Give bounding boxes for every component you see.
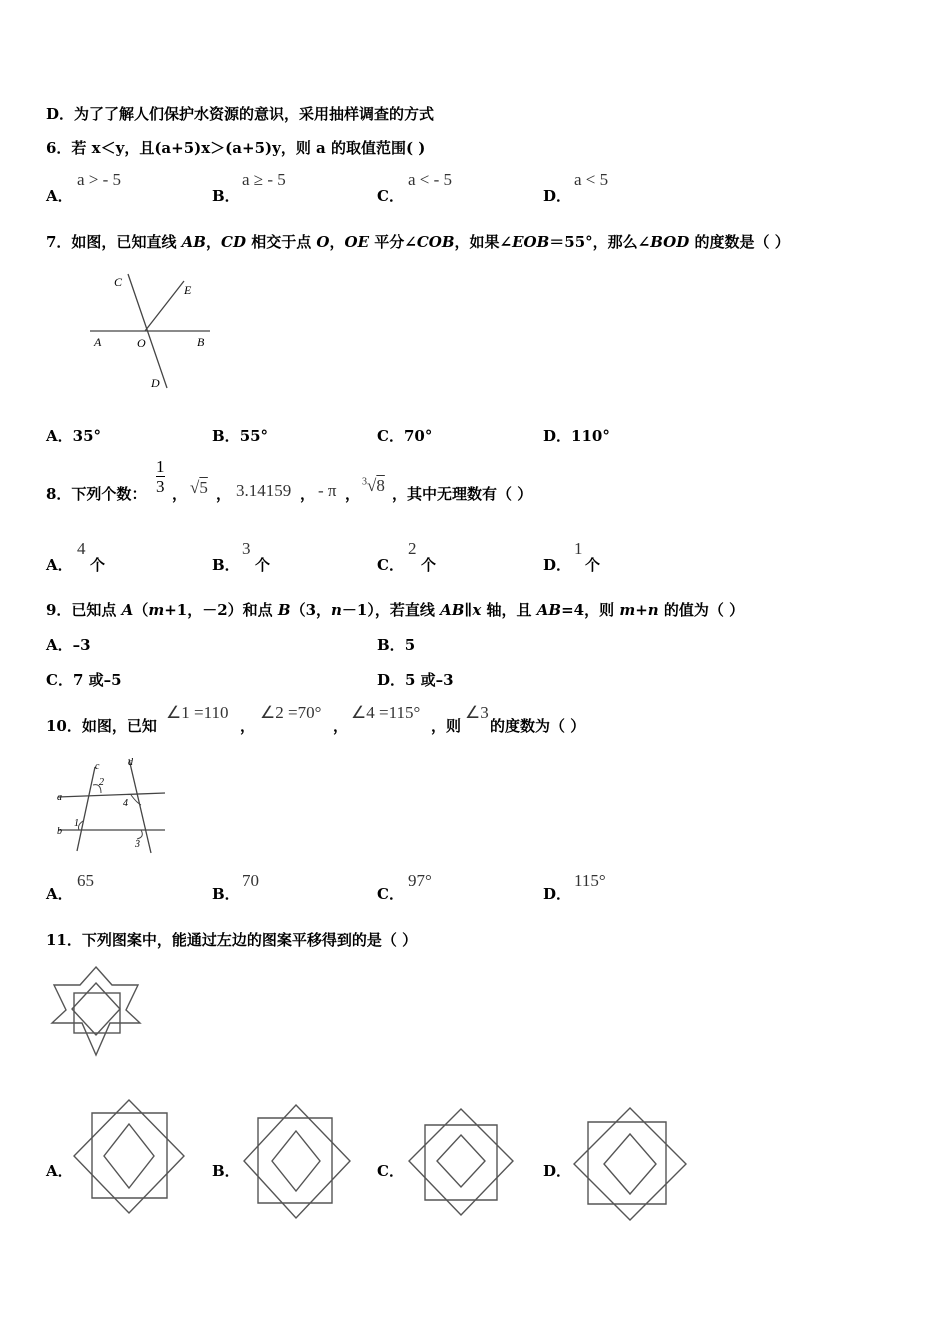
q6-option-c-value: a < - 5 <box>408 170 453 189</box>
q8-stem-prefix: 8．下列个数： <box>46 485 147 503</box>
q10-angle1: ∠1 =110 <box>166 703 229 722</box>
q9-option-b: B．5 <box>377 636 416 654</box>
q11-option-a-label: A． <box>46 1162 73 1180</box>
q9-option-d: D．5 或–3 <box>377 671 454 689</box>
label-b: B <box>197 335 205 349</box>
q10-sep-2: ， <box>333 717 349 735</box>
q8-sep-1: ， <box>172 485 188 503</box>
q8-option-d-label: D． <box>543 556 572 574</box>
angle4-arc <box>131 795 141 805</box>
q8-sep-3: ， <box>300 485 316 503</box>
label-4: 4 <box>123 798 128 809</box>
q7-option-a: A．35° <box>46 427 102 445</box>
label-a: a <box>57 792 62 803</box>
angle3-arc <box>137 830 142 839</box>
q9-option-a: A．–3 <box>46 636 91 654</box>
label-d: D <box>151 376 160 390</box>
q7-option-b: B．55° <box>212 427 269 445</box>
q11-option-d-pattern <box>570 1106 690 1226</box>
q11-option-b-label: B． <box>212 1162 240 1180</box>
q10-option-b-value: 70 <box>242 871 259 890</box>
label-c: c <box>95 761 100 772</box>
q10-option-c-value: 97° <box>408 871 432 890</box>
q10-option-d-value: 115° <box>574 871 606 890</box>
q6-option-d-label: D． <box>543 187 572 205</box>
q10-sep-1: ， <box>240 717 256 735</box>
label-d: d <box>128 757 133 768</box>
q6-option-c-label: C． <box>377 187 404 205</box>
q6-option-a-value: a > - 5 <box>77 170 122 189</box>
q5-option-d: D．为了了解人们保护水资源的意识，采用抽样调查的方式 <box>46 105 435 123</box>
q8-option-c-value: 2 <box>408 539 417 558</box>
q8-cbrt8: $^3$√8 <box>362 476 385 495</box>
q9-stem: 9．已知点 A（m+1，－2）和点 B（3，n－1），若直线 AB∥x 轴，且 AB=4，则 m+n 的值为（ ） <box>46 601 745 619</box>
q11-option-d-label: D． <box>543 1162 572 1180</box>
label-e: E <box>184 283 192 297</box>
q10-option-c-label: C． <box>377 885 404 903</box>
q6-option-a-label: A． <box>46 187 73 205</box>
q11-option-a-pattern <box>72 1098 187 1218</box>
label-o: O <box>137 336 146 350</box>
label-b: b <box>57 826 62 837</box>
q10-figure <box>55 755 170 860</box>
q7-option-d: D．110° <box>543 427 610 445</box>
label-a: A <box>94 335 102 349</box>
q8-option-a-value: 4 <box>77 539 86 558</box>
q8-option-b-label: B． <box>212 556 240 574</box>
q6-option-b-value: a ≥ - 5 <box>242 170 286 189</box>
q8-option-b-unit: 个 <box>255 556 271 574</box>
q8-neg-pi: - π <box>318 481 337 500</box>
q8-fraction: $\frac{1}{3}$ <box>156 457 165 496</box>
line-a <box>58 793 165 797</box>
q11-option-c-pattern <box>405 1105 520 1225</box>
q8-option-a-unit: 个 <box>90 556 106 574</box>
label-c: C <box>114 275 123 289</box>
label-3: 3 <box>135 839 140 850</box>
q6-stem: 6．若 x＜y，且(a+5)x＞(a+5)y，则 a 的取值范围( ) <box>46 139 426 157</box>
q7-option-c: C．70° <box>377 427 433 445</box>
q8-option-c-label: C． <box>377 556 404 574</box>
q7-stem: 7．如图，已知直线 AB，CD 相交于点 O，OE 平分∠COB，如果∠EOB＝55°，那么∠BOD 的度数是（ ） <box>46 233 790 251</box>
label-2: 2 <box>99 777 104 788</box>
line-c <box>77 767 95 851</box>
q10-angle3: ∠3 <box>465 703 489 722</box>
q10-option-a-label: A． <box>46 885 73 903</box>
q7-figure <box>86 262 216 397</box>
line-d <box>129 759 151 853</box>
q6-option-d-value: a < 5 <box>574 170 609 189</box>
q8-decimal: 3.14159 <box>236 481 292 500</box>
q10-option-d-label: D． <box>543 885 572 903</box>
q11-stem: 11．下列图案中，能通过左边的图案平移得到的是（ ） <box>46 931 418 949</box>
q8-stem-suffix: ，其中无理数有（ ） <box>392 485 533 503</box>
q6-option-b-label: B． <box>212 187 240 205</box>
q8-option-d-value: 1 <box>574 539 583 558</box>
q11-source-pattern <box>48 965 143 1060</box>
q8-option-c-unit: 个 <box>421 556 437 574</box>
q10-stem-prefix: 10．如图，已知 <box>46 717 157 735</box>
q10-then: ，则 <box>431 717 462 735</box>
q10-option-a-value: 65 <box>77 871 94 890</box>
q10-stem-suffix: 的度数为（ ） <box>490 717 586 735</box>
q11-option-c-label: C． <box>377 1162 404 1180</box>
q8-sqrt5: √5 <box>190 478 208 497</box>
q10-option-b-label: B． <box>212 885 240 903</box>
q8-option-b-value: 3 <box>242 539 251 558</box>
q8-option-d-unit: 个 <box>585 556 601 574</box>
q8-option-a-label: A． <box>46 556 73 574</box>
q10-angle4: ∠4 =115° <box>351 703 421 722</box>
q10-angle2: ∠2 =70° <box>260 703 322 722</box>
q9-option-c: C．7 或–5 <box>46 671 122 689</box>
ray-oe <box>145 281 184 331</box>
label-1: 1 <box>74 818 79 829</box>
q11-option-b-pattern <box>240 1103 355 1223</box>
q8-sep-4: ， <box>345 485 361 503</box>
q8-sep-2: ， <box>216 485 232 503</box>
